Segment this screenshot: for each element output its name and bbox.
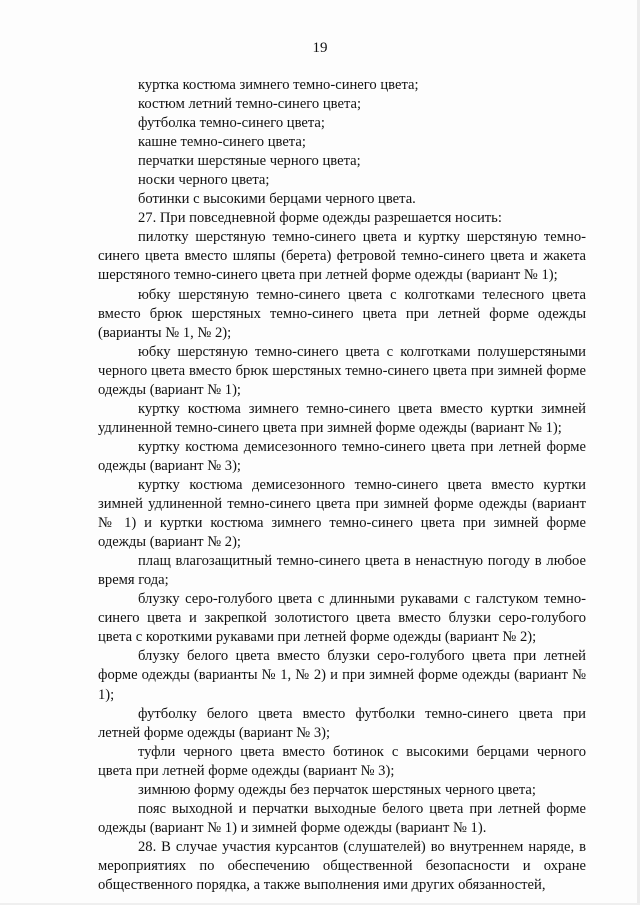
section-27-item: юбку шерстяную темно-синего цвета с колготками телесного цвета вместо брюк шерстяных темно-синего цвета при летней форме одежды (варианты № 1, № 2); <box>98 286 586 341</box>
section-27-item: футболку белого цвета вместо футболки темно-синего цвета при летней форме одежды (вариант № 3); <box>98 705 586 741</box>
section-27-item: пояс выходной и перчатки выходные белого цвета при летней форме одежды (вариант № 1) и зимней форме одежды (вариант № 1). <box>98 800 586 836</box>
section-27-item: зимнюю форму одежды без перчаток шерстяных черного цвета; <box>138 781 536 798</box>
section-27-item: куртку костюма зимнего темно-синего цвета вместо куртки зимней удлиненной темно-синего цвета при зимней форме одежды (вариант № 1); <box>98 400 586 436</box>
document-body <box>98 76 586 895</box>
list-item: ботинки с высокими берцами черного цвета. <box>138 191 416 208</box>
list-item: носки черного цвета; <box>138 172 270 189</box>
section-27-item: плащ влагозащитный темно-синего цвета в ненастную погоду в любое время года; <box>98 553 586 589</box>
list-item: футболка темно-синего цвета; <box>138 115 325 132</box>
list-item: куртка костюма зимнего темно-синего цвета; <box>138 77 419 93</box>
page-number: 19 <box>312 40 328 56</box>
section-27-item: блузку серо-голубого цвета с длинными рукавами с галстуком темно-синего цвета и закрепкой золотистого цвета вместо блузки серо-голубого цвета с короткими рукавами при летней форме одежды (вариант № 2); <box>98 591 586 646</box>
section-28-text: 28. В случае участия курсантов (слушателей) во внутреннем наряде, в мероприятиях по обеспечению общественной безопасности и охране общественного порядка, а также выполнения ими других обязанностей, <box>98 838 586 893</box>
section-27-item: блузку белого цвета вместо блузки серо-голубого цвета при летней форме одежды (варианты № 1, № 2) и при зимней форме одежды (вариант № 1); <box>98 648 586 703</box>
section-27-item: юбку шерстяную темно-синего цвета с колготками полушерстяными черного цвета вместо брюк шерстяных темно-синего цвета при зимней форме одежды (вариант № 1); <box>98 343 586 398</box>
section-27-item: куртку костюма демисезонного темно-синего цвета при летней форме одежды (вариант № 3); <box>98 438 586 474</box>
list-item: кашне темно-синего цвета; <box>138 134 306 151</box>
list-item: перчатки шерстяные черного цвета; <box>138 153 361 170</box>
list-item: костюм летний темно-синего цвета; <box>138 96 362 113</box>
section-27-item: туфли черного цвета вместо ботинок с высокими берцами черного цвета при летней форме одежды (вариант № 3); <box>98 743 586 779</box>
section-27-item: куртку костюма демисезонного темно-синего цвета вместо куртки зимней удлиненной темно-синего цвета при зимней форме одежды (вариант № 1) и куртки костюма зимнего темно-синего цвета при зимней форме одежды (вариант № 2); <box>98 476 586 551</box>
section-27-intro: 27. При повседневной форме одежды разрешается носить: <box>138 210 502 227</box>
section-27-item: пилотку шерстяную темно-синего цвета и куртку шерстяную темно-синего цвета вместо шляпы (берета) фетровой темно-синего цвета и жакета шерстяного темно-синего цвета при летней форме одежды (вариант № 1); <box>98 229 586 284</box>
